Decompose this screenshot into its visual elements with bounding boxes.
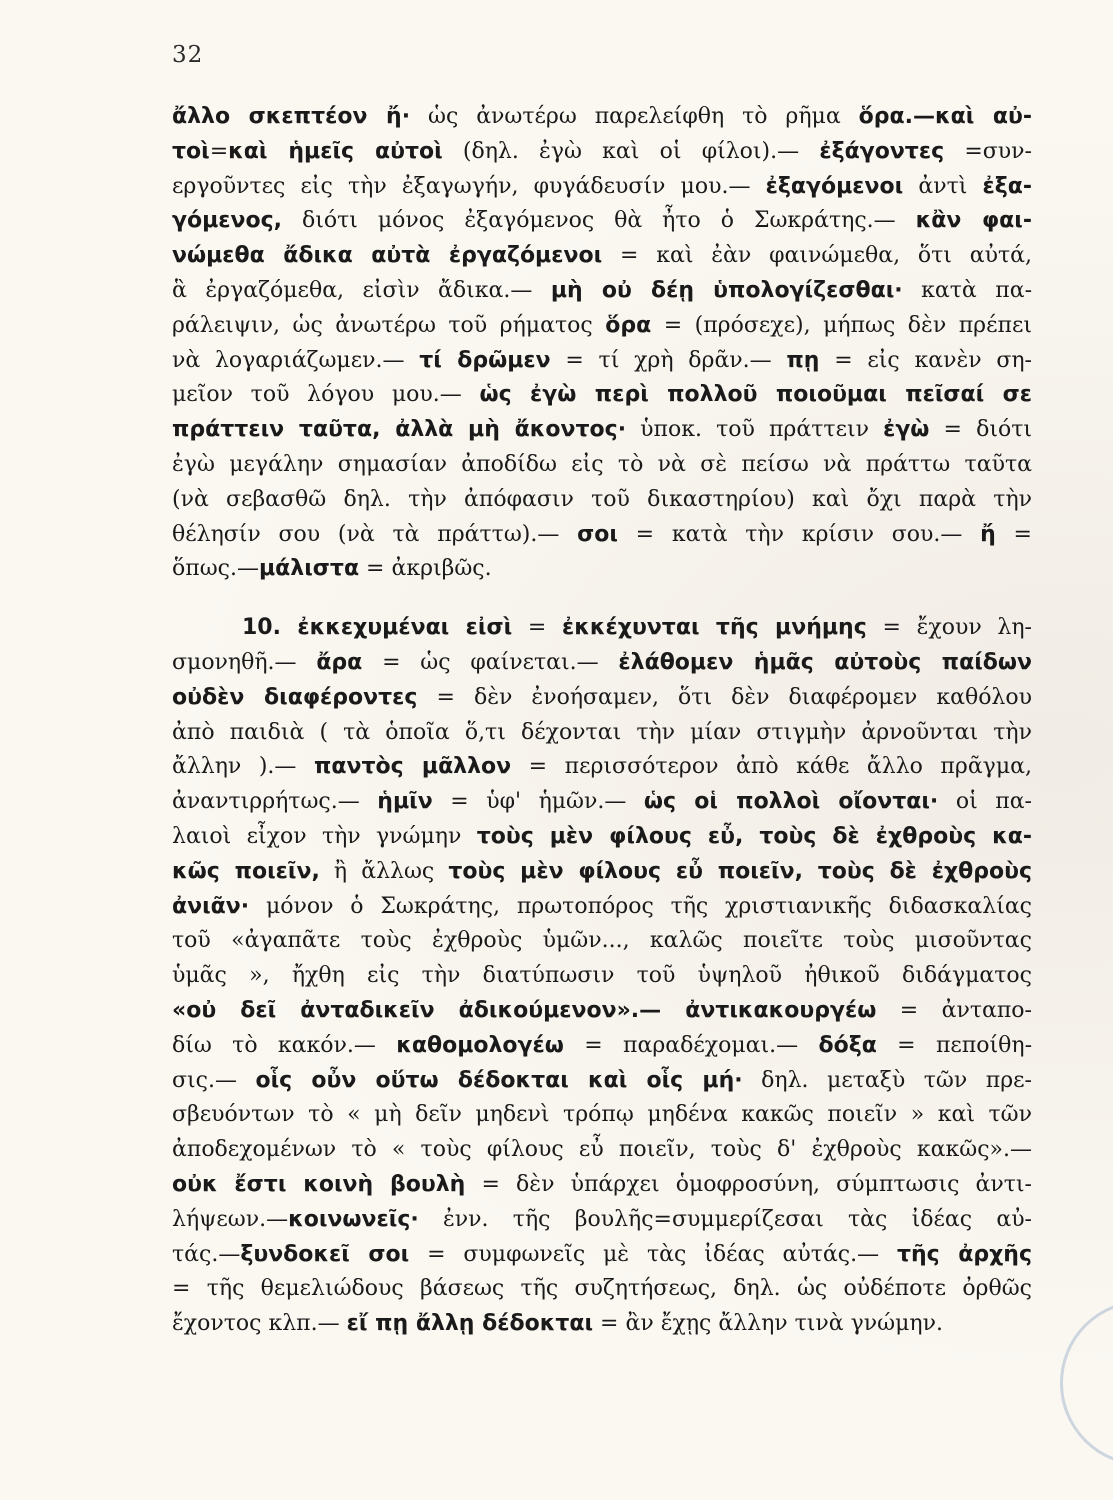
- gloss-text: = εἰς κανὲν ση-: [819, 347, 1032, 373]
- paragraph: [172, 611, 1032, 1342]
- bold-term: ἄλλο σκεπτέον ἤ·: [172, 104, 411, 129]
- text-line: [172, 716, 1032, 751]
- gloss-text: σβευόντων τὸ « μὴ δεῖν μηδενὶ τρόπῳ μηδένα κακῶς ποιεῖν » καὶ τῶν: [172, 1102, 1032, 1128]
- bold-term: ἐγὼ: [883, 417, 930, 443]
- gloss-text: ἔχοντος κλπ.—: [172, 1311, 347, 1337]
- bold-term: ὅρα: [605, 312, 652, 338]
- bold-term: σοι: [577, 521, 618, 547]
- bold-term: ἐξάγοντες: [819, 138, 945, 164]
- bold-term: τοὶ: [172, 138, 210, 164]
- text-line: [172, 1168, 1032, 1203]
- body-text: [172, 100, 1032, 1342]
- gloss-text: = ἀκριβῶς.: [359, 556, 492, 582]
- text-line: [172, 1098, 1032, 1133]
- bold-term: κοινωνεῖς·: [288, 1206, 419, 1232]
- gloss-text: μεῖον τοῦ λόγου μου.—: [172, 382, 480, 408]
- gloss-text: =: [209, 138, 229, 164]
- gloss-text: ἄλλην ).—: [172, 754, 314, 780]
- gloss-text: διότι μόνος ἐξαγόμενος θὰ ἦτο ὁ Σωκράτης.—: [282, 208, 916, 234]
- gloss-text: ἢ ἄλλως: [319, 858, 449, 884]
- page-number: 32: [172, 42, 204, 68]
- gloss-text: = συμφωνεῖς μὲ τὰς ἰδέας αὐτάς.—: [409, 1241, 897, 1267]
- gloss-text: ἀναντιρρήτως.—: [172, 789, 378, 815]
- gloss-text: =: [512, 615, 563, 641]
- text-line: [172, 681, 1032, 716]
- bold-term: κῶς ποιεῖν,: [172, 858, 320, 884]
- text-line: [172, 924, 1032, 959]
- gloss-text: λήψεων.—: [172, 1206, 289, 1232]
- gloss-text: = παραδέχομαι.—: [563, 1032, 819, 1058]
- bold-term: ἡμῖν: [377, 789, 433, 815]
- paragraph: [172, 100, 1032, 587]
- text-line: [172, 1064, 1032, 1099]
- bold-term: καθομολογέω: [396, 1032, 564, 1058]
- bold-term: ἤ: [980, 521, 996, 547]
- bold-term: μὴ οὐ δέῃ ὑπολογίζεσθαι·: [550, 277, 903, 303]
- gloss-text: λαιοὶ εἶχον τὴν γνώμην: [172, 823, 477, 849]
- bold-term: τοὺς μὲν φίλους εὖ ποιεῖν, τοὺς δὲ ἐχθροὺς: [448, 858, 1033, 884]
- bold-term: ἐξα-: [982, 173, 1033, 199]
- gloss-text: δίω τὸ κακόν.—: [172, 1032, 397, 1058]
- gloss-text: οἱ πα-: [938, 789, 1032, 815]
- gloss-text: = τῆς θεμελιώδους βάσεως τῆς συζητήσεως, δηλ. ὡς οὐδέποτε ὀρθῶς: [172, 1276, 1032, 1302]
- text-line: [172, 448, 1032, 483]
- gloss-text: σις.—: [172, 1067, 256, 1093]
- text-line: [172, 239, 1032, 274]
- gloss-text: ἃ ἐργαζόμεθα, εἰσὶν ἄδικα.—: [172, 277, 551, 303]
- gloss-text: = (πρόσεχε), μήπως δὲν πρέπει: [651, 312, 1032, 338]
- bold-term: μάλιστα: [258, 556, 360, 582]
- bold-term: πῃ: [786, 347, 820, 373]
- gloss-text: = περισσότερον ἀπὸ κάθε ἄλλο πρᾶγμα,: [511, 754, 1032, 780]
- text-line: [172, 785, 1032, 820]
- bold-term: εἴ πῃ ἄλλῃ δέδοκται: [346, 1311, 594, 1337]
- text-line: [172, 274, 1032, 309]
- bold-term: ἐξαγόμενοι: [765, 173, 904, 199]
- gloss-text: νὰ λογαριάζωμεν.—: [172, 347, 420, 373]
- bold-term: ἐκκέχυνται τῆς μνήμης: [562, 615, 867, 641]
- bold-term: τί δρῶμεν: [419, 347, 551, 373]
- text-line: [172, 135, 1032, 170]
- gloss-text: =συν-: [944, 138, 1032, 164]
- bold-term: παντὸς μᾶλλον: [313, 754, 512, 780]
- gloss-text: ὡς ἀνωτέρω παρελείφθη τὸ ρῆμα: [410, 104, 859, 129]
- text-line: [172, 1133, 1032, 1168]
- gloss-text: ὑποκ. τοῦ πράττειν: [626, 417, 884, 443]
- bold-term: ὅρα.—καὶ αὐ-: [858, 104, 1032, 129]
- gloss-text: ἀποδεχομένων τὸ « τοὺς φίλους εὖ ποιεῖν, τοὺς δ' ἐχθροὺς κακῶς».—: [172, 1137, 1032, 1163]
- text-line: [172, 344, 1032, 379]
- bold-term: τοὺς μὲν φίλους εὖ, τοὺς δὲ ἐχθροὺς κα-: [476, 823, 1032, 849]
- gloss-text: = ἀνταπο-: [876, 997, 1032, 1023]
- gloss-text: = τί χρὴ δρᾶν.—: [550, 347, 787, 373]
- bold-term: ἀνιᾶν·: [172, 893, 250, 919]
- gloss-text: = καὶ ἐὰν φαινώμεθα, ὅτι αὐτά,: [602, 243, 1032, 269]
- text-line: [172, 309, 1032, 344]
- bold-term: οἷς οὖν οὕτω δέδοκται καὶ οἷς μή·: [255, 1067, 743, 1093]
- text-line: [172, 204, 1032, 239]
- gloss-text: ἀπὸ παιδιὰ ( τὰ ὁποῖα ὅ,τι δέχονται τὴν μίαν στιγμὴν ἀρνοῦνται τὴν: [172, 719, 1032, 745]
- gloss-text: = ἂν ἔχῃς ἄλλην τινὰ γνώμην.: [593, 1311, 943, 1337]
- gloss-text: ἐνν. τῆς βουλῆς=συμμερίζεσαι τὰς ἰδέας αὐ-: [418, 1206, 1032, 1232]
- bold-term: «οὐ δεῖ ἀνταδικεῖν ἀδικούμενον».— ἀντικακουργέω: [172, 997, 877, 1023]
- text-line: [172, 994, 1032, 1029]
- gloss-text: δηλ. μεταξὺ τῶν πρε-: [742, 1067, 1032, 1093]
- gloss-text: =: [995, 521, 1032, 547]
- text-line: [172, 1272, 1032, 1307]
- gloss-text: (νὰ σεβασθῶ δηλ. τὴν ἀπόφασιν τοῦ δικαστηρίου) καὶ ὄχι παρὰ τὴν: [172, 486, 1032, 512]
- text-line: [172, 611, 1032, 646]
- gloss-text: = πεποίθη-: [876, 1032, 1032, 1058]
- bold-term: νώμεθα ἄδικα αὐτὰ ἐργαζόμενοι: [172, 243, 603, 269]
- text-line: [172, 959, 1032, 994]
- text-line: [172, 750, 1032, 785]
- gloss-text: = ὑφ' ἡμῶν.—: [432, 789, 644, 815]
- text-line: [172, 820, 1032, 855]
- bold-term: γόμενος,: [172, 208, 283, 234]
- text-line: [172, 378, 1032, 413]
- gloss-text: = κατὰ τὴν κρίσιν σου.—: [617, 521, 981, 547]
- gloss-text: τοῦ «ἀγαπᾶτε τοὺς ἐχθροὺς ὑμῶν..., καλῶς ποιεῖτε τοὺς μισοῦντας: [172, 928, 1032, 954]
- bold-term: οὐκ ἔστι κοινὴ βουλὴ: [172, 1171, 466, 1197]
- gloss-text: μόνον ὁ Σωκράτης, πρωτοπόρος τῆς χριστιανικῆς διδασκαλίας: [249, 893, 1032, 919]
- library-stamp: [1060, 1300, 1113, 1466]
- gloss-text: ράλειψιν, ὡς ἀνωτέρω τοῦ ρήματος: [172, 312, 606, 338]
- text-line: [172, 1029, 1032, 1064]
- gloss-text: = δὲν ἐνοήσαμεν, ὅτι δὲν διαφέρομεν καθόλου: [417, 684, 1032, 710]
- gloss-text: = διότι: [929, 417, 1032, 443]
- text-line: [172, 518, 1032, 553]
- gloss-text: τάς.—: [172, 1241, 241, 1267]
- text-line: [172, 1203, 1032, 1238]
- text-line: [172, 100, 1032, 135]
- bold-term: ὡς οἱ πολλοὶ οἴονται·: [643, 789, 939, 815]
- gloss-text: (δηλ. ἐγὼ καὶ οἱ φίλοι).—: [442, 138, 820, 164]
- gloss-text: = δὲν ὑπάρχει ὁμοφροσύνη, σύμπτωσις ἀντι-: [465, 1171, 1032, 1197]
- gloss-text: θέλησίν σου (νὰ τὰ πράττω).—: [172, 521, 578, 547]
- bold-term: πράττειν ταῦτα, ἀλλὰ μὴ ἄκοντος·: [172, 417, 627, 443]
- bold-term: 10. ἐκκεχυμέναι εἰσὶ: [242, 615, 513, 641]
- bold-term: ὡς ἐγὼ περὶ πολλοῦ ποιοῦμαι πεῖσαί σε: [479, 382, 1033, 408]
- text-line: [172, 855, 1032, 890]
- bold-term: καὶ ἡμεῖς αὐτοὶ: [228, 138, 443, 164]
- text-line: [172, 552, 1032, 587]
- gloss-text: εργοῦντες εἰς τὴν ἐξαγωγήν, φυγάδευσίν μου.—: [172, 173, 766, 199]
- bold-term: ἐλάθομεν ἡμᾶς αὐτοὺς παίδων: [618, 649, 1032, 675]
- gloss-text: ἀντὶ: [903, 173, 983, 199]
- bold-term: οὐδὲν διαφέροντες: [172, 684, 418, 710]
- text-line: [172, 483, 1032, 518]
- bold-term: κἂν φαι-: [915, 208, 1032, 234]
- bold-term: ξυνδοκεῖ σοι: [240, 1241, 410, 1267]
- text-line: [172, 413, 1032, 448]
- text-line: [172, 646, 1032, 681]
- gloss-text: = ἔχουν λη-: [866, 615, 1032, 641]
- text-line: [172, 890, 1032, 925]
- bold-term: δόξα: [818, 1032, 877, 1058]
- text-line: [172, 1238, 1032, 1273]
- gloss-text: κατὰ πα-: [902, 277, 1033, 303]
- gloss-text: σμονηθῆ.—: [172, 649, 317, 675]
- gloss-text: = ὡς φαίνεται.—: [362, 649, 619, 675]
- gloss-text: ὅπως.—: [172, 556, 259, 582]
- gloss-text: ἐγὼ μεγάλην σημασίαν ἀποδίδω εἰς τὸ νὰ σὲ πείσω νὰ πράττω ταῦτα: [172, 451, 1032, 477]
- text-line: [172, 1307, 1032, 1342]
- gloss-text: ὑμᾶς », ἤχθη εἰς τὴν διατύπωσιν τοῦ ὑψηλοῦ ἠθικοῦ διδάγματος: [172, 963, 1032, 989]
- bold-term: ἄρα: [316, 649, 363, 675]
- bold-term: τῆς ἀρχῆς: [896, 1241, 1032, 1267]
- paragraph-gap: [172, 587, 1032, 611]
- text-line: [172, 170, 1032, 205]
